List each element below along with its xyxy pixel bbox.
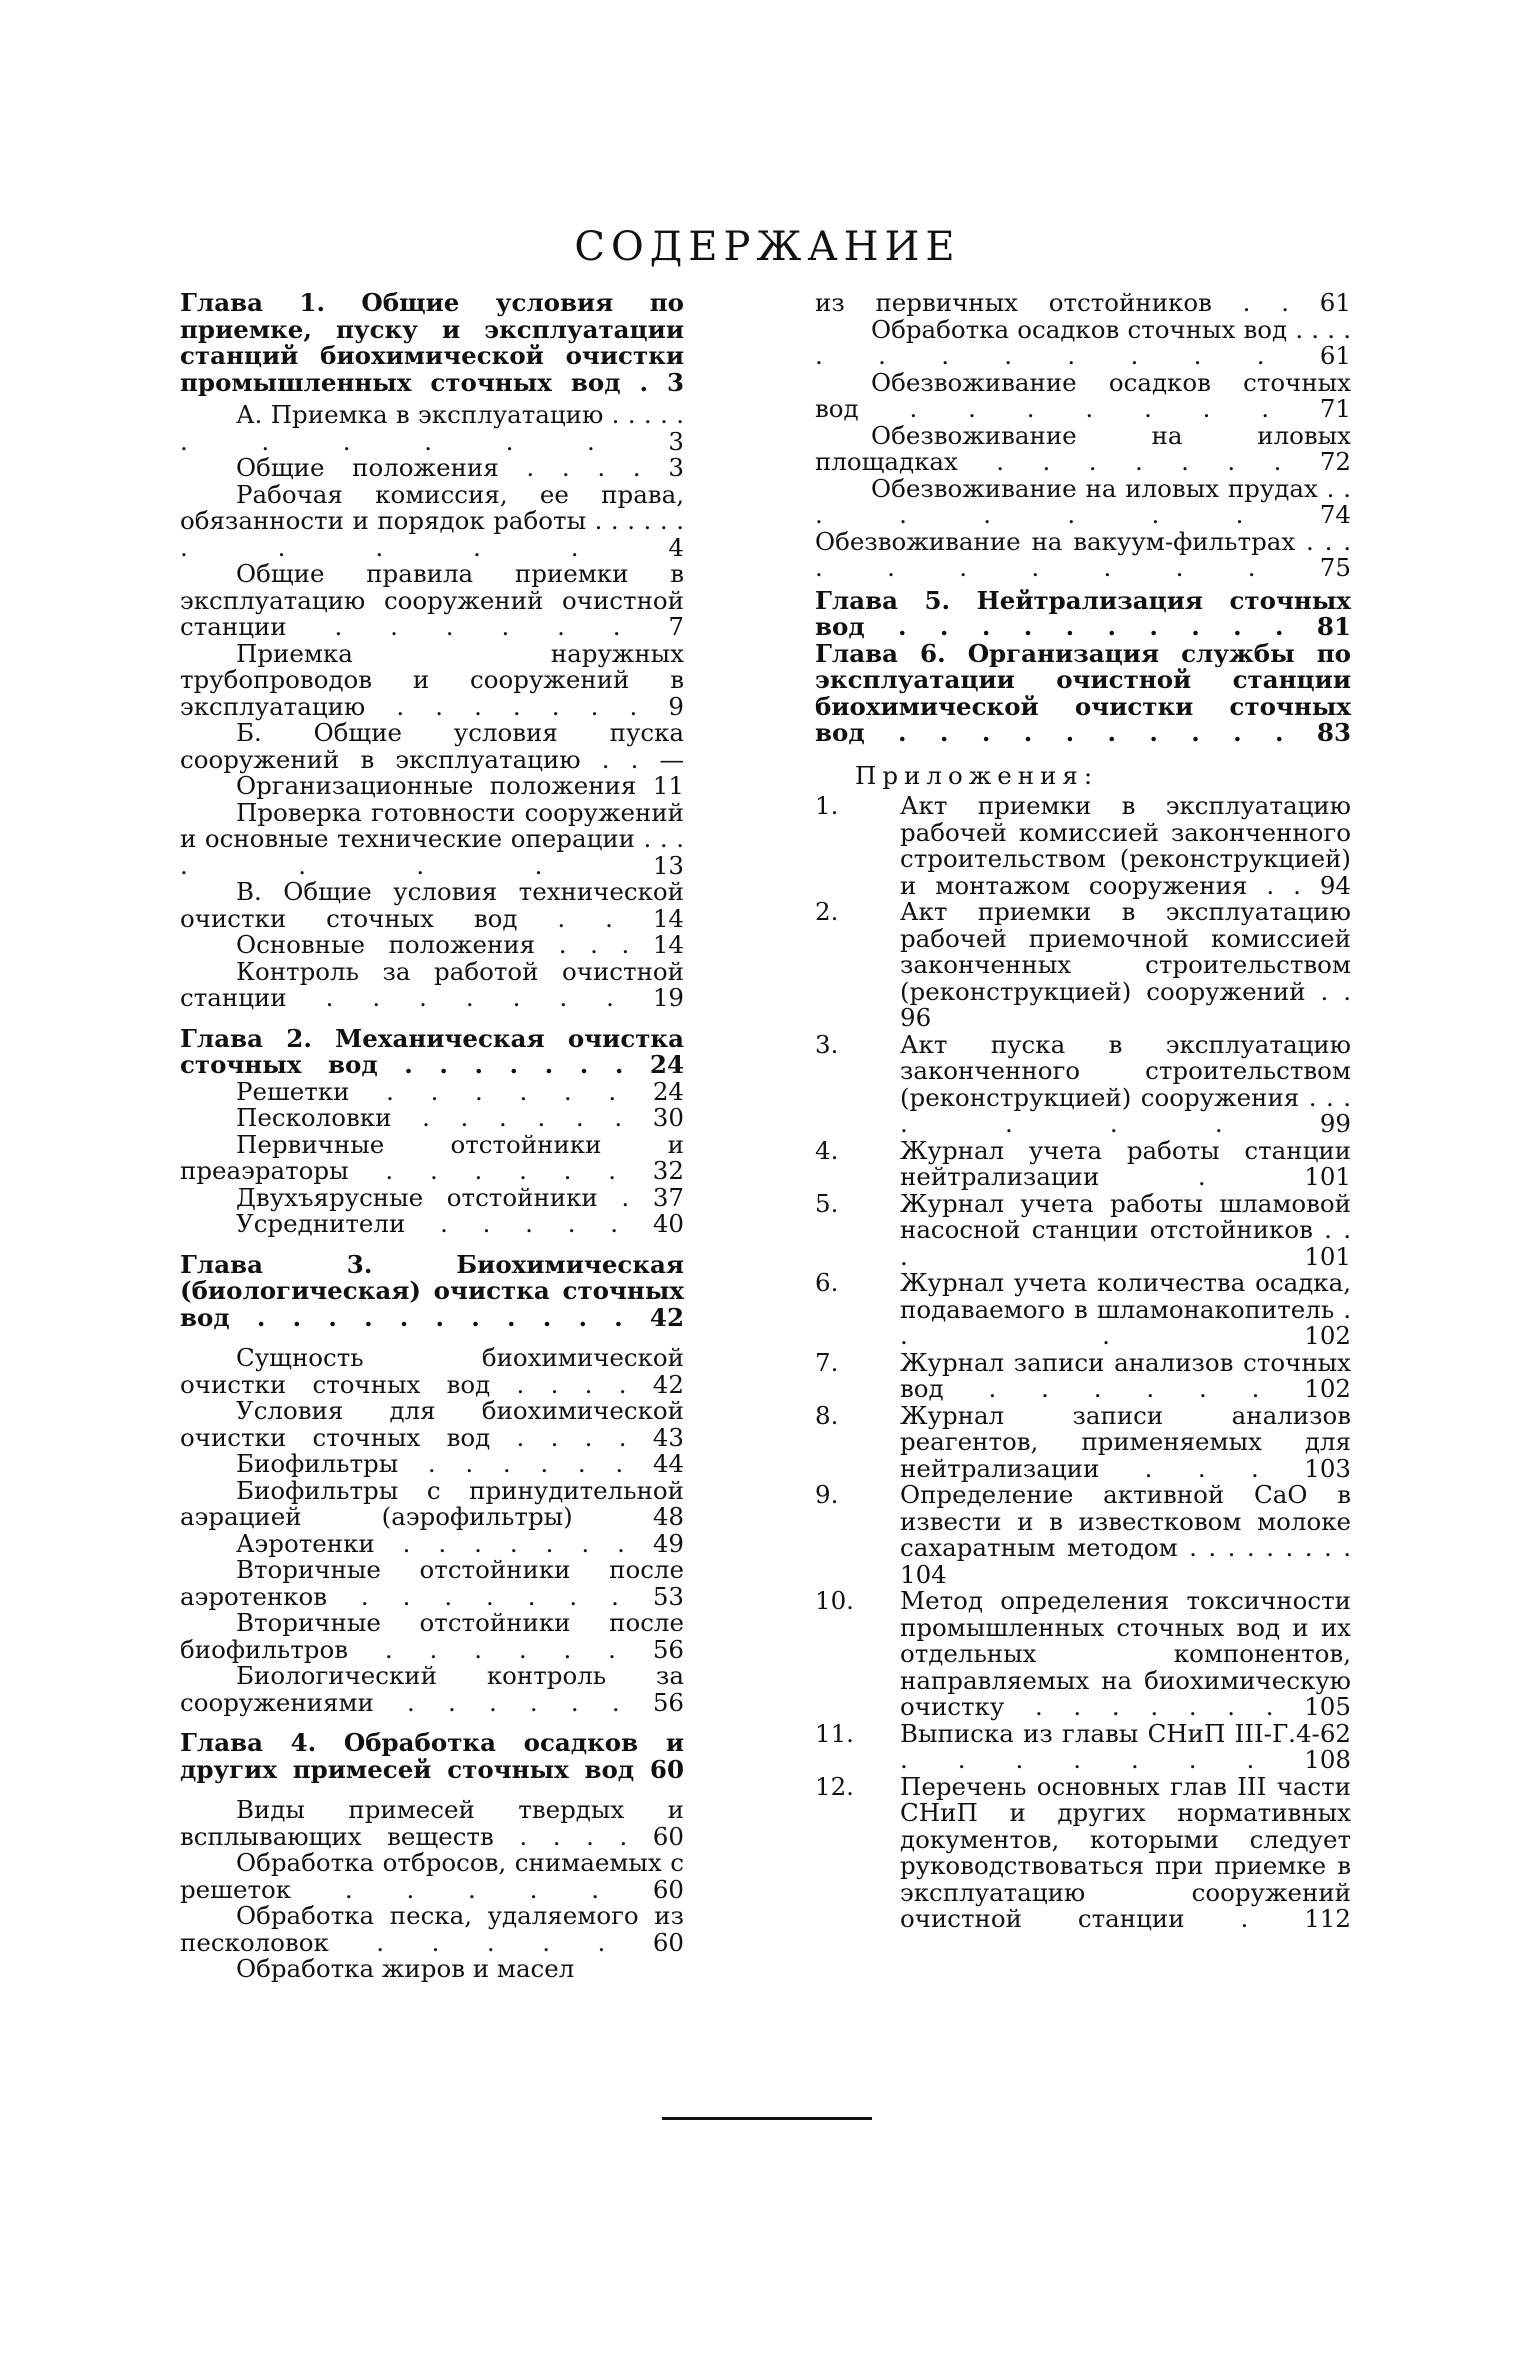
toc-entry: из первичных отстойников . . 61 bbox=[815, 288, 1351, 317]
toc-entry: Контроль за работой очистной станции . . . . . . . 19 bbox=[180, 956, 684, 1012]
appendix-text: Метод определения токсичности промышленных сточных вод и их отдельных компонентов, направляемых на биохимическую очистку . . . . . . . 105 bbox=[900, 1586, 1351, 1721]
toc-entry: Организационные положения 11 bbox=[236, 771, 684, 800]
page-title: СОДЕРЖАНИЕ bbox=[574, 224, 961, 270]
appendix-item bbox=[815, 1588, 1351, 1721]
toc-entry: Сущность биохимической очистки сточных вод . . . . 42 bbox=[180, 1343, 684, 1399]
appendix-text: Журнал учета работы шламовой насосной станции отстойников . . . 101 bbox=[900, 1188, 1351, 1271]
toc-entry: Двухъярусные отстойники . 37 bbox=[236, 1182, 684, 1212]
toc-entry: Общие правила приемки в эксплуатацию сооружений очистной станции . . . . . . 7 bbox=[180, 559, 684, 641]
toc-chapter-5: Глава 5. Нейтрализация сточных вод . . . . . . . . . . 81 bbox=[815, 585, 1351, 641]
toc-chapter-4: Глава 4. Обработка осадков и других примесей сточных вод 60 bbox=[180, 1728, 684, 1784]
toc-entry: Обезвоживание на вакуум-фильтрах . . . . . . . . . . 75 bbox=[815, 526, 1351, 582]
bottom-divider bbox=[662, 2117, 872, 2120]
appendix-text: Акт приемки в эксплуатацию рабочей приемочной комиссией законченных строительством (реконструкцией) сооружений . . 96 bbox=[900, 897, 1351, 1032]
appendix-item bbox=[815, 1135, 1351, 1191]
appendix-text: Журнал учета работы станции нейтрализации . 101 bbox=[900, 1135, 1351, 1191]
appendix-item bbox=[815, 1029, 1351, 1138]
appendix-number: 7. bbox=[815, 1347, 839, 1377]
toc-entry: Виды примесей твердых и всплывающих веществ . . . . 60 bbox=[180, 1795, 684, 1851]
appendix-number: 4. bbox=[815, 1135, 839, 1165]
appendix-number: 11. bbox=[815, 1718, 854, 1748]
toc-entry: Вторичные отстойники после аэротенков . . . . . . . 53 bbox=[180, 1555, 684, 1611]
appendix-number: 3. bbox=[815, 1029, 839, 1059]
appendix-item bbox=[815, 1482, 1351, 1588]
toc-entry: Биофильтры с принудительной аэрацией (аэрофильтры) 48 bbox=[180, 1475, 684, 1531]
appendix-item bbox=[815, 1270, 1351, 1350]
appendix-text: Акт приемки в эксплуатацию рабочей комиссией законченного строительством (реконструкцией) и монтажом сооружения . . 94 bbox=[900, 791, 1351, 900]
appendix-item bbox=[815, 1718, 1351, 1774]
appendix-text: Журнал записи анализов реагентов, применяемых для нейтрализации . . . 103 bbox=[900, 1400, 1351, 1483]
toc-entry: А. Приемка в эксплуатацию . . . . . . . . . . . 3 bbox=[180, 400, 684, 456]
toc-entry: Вторичные отстойники после биофильтров . . . . . . 56 bbox=[180, 1608, 684, 1664]
toc-entry: Обезвоживание на иловых прудах . . . . . . . . 74 bbox=[815, 473, 1351, 529]
toc-entry: Обработка отбросов, снимаемых с решеток . . . . . 60 bbox=[180, 1848, 684, 1904]
toc-chapter-6: Глава 6. Организация службы по эксплуатации очистной станции биохимической очистки сточных вод . . . . . . . . . . 83 bbox=[815, 638, 1351, 747]
appendix-item bbox=[815, 899, 1351, 1032]
toc-entry: Усреднители . . . . . 40 bbox=[236, 1209, 684, 1238]
appendix-number: 2. bbox=[815, 897, 839, 926]
appendix-item bbox=[815, 793, 1351, 899]
appendix-text: Акт пуска в эксплуатацию законченного строительством (реконструкцией) сооружения . . . . . . . 99 bbox=[900, 1029, 1351, 1138]
appendix-title: Приложения: bbox=[855, 760, 1099, 790]
toc-entry: Биологический контроль за сооружениями . . . . . . 56 bbox=[180, 1661, 684, 1717]
appendix-number: 9. bbox=[815, 1480, 839, 1509]
toc-entry: В. Общие условия технической очистки сточных вод . . 14 bbox=[180, 877, 684, 933]
toc-entry: Б. Общие условия пуска сооружений в эксплуатацию . . — bbox=[180, 718, 684, 774]
appendix-text: Перечень основных глав III части СНиП и других нормативных документов, которыми следует руководствоваться при приемке в эксплуатацию сооружений очистной станции . 112 bbox=[900, 1771, 1351, 1933]
toc-entry: Обработка осадков сточных вод . . . . . . . . . . . . 61 bbox=[815, 314, 1351, 370]
appendix-number: 10. bbox=[815, 1586, 854, 1615]
appendix-number: 5. bbox=[815, 1188, 839, 1218]
toc-chapter-1: Глава 1. Общие условия по приемке, пуску и эксплуатации станций биохимической очистки промышленных сточных вод . 3 bbox=[180, 288, 684, 397]
toc-entry: Обезвоживание осадков сточных вод . . . . . . . 71 bbox=[815, 367, 1351, 423]
toc-entry: Аэротенки . . . . . . . 49 bbox=[236, 1528, 684, 1558]
appendix-item bbox=[815, 1771, 1351, 1933]
toc-entry: Первичные отстойники и преаэраторы . . . . . . 32 bbox=[180, 1129, 684, 1185]
appendix-number: 8. bbox=[815, 1400, 839, 1430]
toc-entry: Обезвоживание на иловых площадках . . . . . . . 72 bbox=[815, 420, 1351, 476]
appendix-item bbox=[815, 1188, 1351, 1271]
toc-entry: Песколовки . . . . . . 30 bbox=[236, 1103, 684, 1132]
toc-entry: Условия для биохимической очистки сточных вод . . . . 43 bbox=[180, 1396, 684, 1452]
toc-entry: Общие положения . . . . 3 bbox=[236, 453, 684, 482]
toc-entry: Обработка песка, удаляемого из песколовок . . . . . 60 bbox=[180, 1901, 684, 1957]
toc-entry: Биофильтры . . . . . . 44 bbox=[236, 1449, 684, 1478]
toc-right-column bbox=[815, 290, 1351, 1933]
appendix-item bbox=[815, 1347, 1351, 1403]
toc-entry: Приемка наружных трубопроводов и сооружений в эксплуатацию . . . . . . . 9 bbox=[180, 638, 684, 721]
toc-entry: Рабочая комиссия, ее права, обязанности и порядок работы . . . . . . . . . . . 4 bbox=[180, 479, 684, 562]
appendix-text: Журнал записи анализов сточных вод . . . . . . 102 bbox=[900, 1347, 1351, 1403]
toc-entry: Обработка жиров и масел bbox=[236, 1954, 575, 1983]
appendix-text: Журнал учета количества осадка, подаваемого в шламонакопитель . . . 102 bbox=[900, 1268, 1351, 1350]
toc-chapter-3: Глава 3. Биохимическая (биологическая) очистка сточных вод . . . . . . . . . . . 42 bbox=[180, 1249, 684, 1332]
appendix-number: 1. bbox=[815, 791, 839, 820]
appendix-item bbox=[815, 1400, 1351, 1483]
toc-left-column bbox=[180, 290, 684, 1983]
appendix-number: 6. bbox=[815, 1268, 839, 1297]
appendix-text: Выписка из главы СНиП III-Г.4-62 . . . . . . . 108 bbox=[900, 1718, 1351, 1774]
toc-chapter-2: Глава 2. Механическая очистка сточных вод . . . . . . . 24 bbox=[180, 1023, 684, 1079]
toc-entry: Проверка готовности сооружений и основные технические операции . . . . . . . 13 bbox=[180, 797, 684, 880]
appendix-number: 12. bbox=[815, 1771, 854, 1801]
toc-entry: Основные положения . . . 14 bbox=[236, 930, 684, 959]
appendix-text: Определение активной CaO в извести и в известковом молоке сахаратным методом . . . . . . . . . 104 bbox=[900, 1480, 1351, 1589]
toc-entry: Решетки . . . . . . 24 bbox=[236, 1076, 684, 1106]
